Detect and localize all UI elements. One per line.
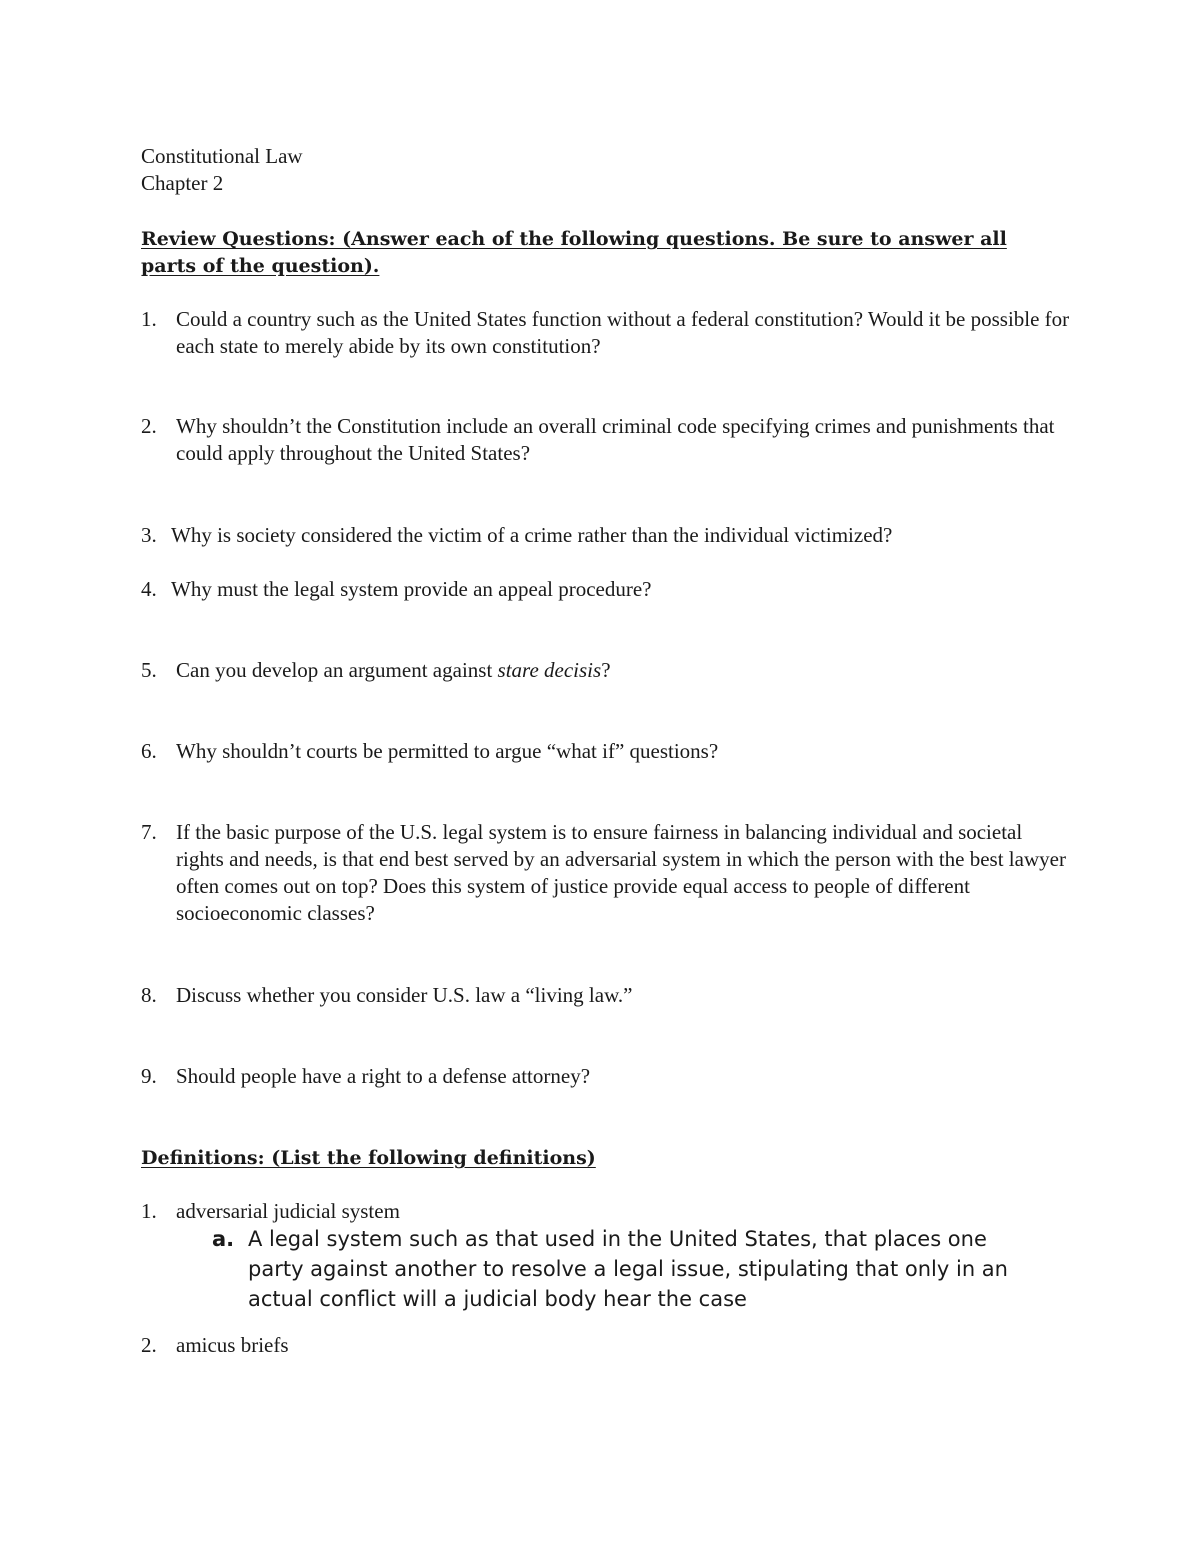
question-number: 8. bbox=[141, 983, 157, 1007]
chapter-label: Chapter 2 bbox=[141, 171, 224, 195]
question-number: 1. bbox=[141, 307, 157, 331]
definition-term: adversarial judicial system bbox=[176, 1199, 400, 1223]
question-number: 5. bbox=[141, 658, 157, 682]
question-number: 4. bbox=[141, 577, 157, 601]
question-text: Why is society considered the victim of a crime rather than the individual victimized? bbox=[171, 523, 893, 547]
question-text: If the basic purpose of the U.S. legal system is to ensure fairness in balancing individual and societal rights and needs, is that end best served by an adversarial system in which the person with the best lawyer often comes out on top? Does this system of justice provide equal access to people of different socioeconomic classes? bbox=[176, 820, 1066, 925]
question-number: 6. bbox=[141, 739, 157, 763]
question-text: Can you develop an argument against stare decisis? bbox=[176, 658, 611, 682]
definition-number: 1. bbox=[141, 1199, 157, 1223]
question-number: 2. bbox=[141, 414, 157, 438]
question-text: Could a country such as the United States function without a federal constitution? Would it be possible for each state to merely abide by its own constitution? bbox=[176, 307, 1070, 358]
review-questions-heading: Review Questions: (Answer each of the following questions. Be sure to answer all parts of the question). bbox=[141, 228, 1007, 277]
definitions-heading: Definitions: (List the following definitions) bbox=[141, 1147, 596, 1169]
question-number: 7. bbox=[141, 820, 157, 844]
course-title: Constitutional Law bbox=[141, 144, 303, 168]
question-number: 3. bbox=[141, 523, 157, 547]
italic-term: stare decisis bbox=[497, 658, 602, 682]
answer-letter: a. bbox=[212, 1227, 235, 1251]
question-text: Why shouldn’t the Constitution include an overall criminal code specifying crimes and punishments that could apply throughout the United States? bbox=[176, 414, 1055, 465]
question-text: Should people have a right to a defense attorney? bbox=[176, 1064, 591, 1088]
question-number: 9. bbox=[141, 1064, 157, 1088]
question-text: Discuss whether you consider U.S. law a “living law.” bbox=[176, 983, 633, 1007]
question-text: Why shouldn’t courts be permitted to argue “what if” questions? bbox=[176, 739, 719, 763]
question-text: Why must the legal system provide an appeal procedure? bbox=[171, 577, 652, 601]
definition-term: amicus briefs bbox=[176, 1333, 289, 1357]
definition-number: 2. bbox=[141, 1333, 157, 1357]
answer-text: A legal system such as that used in the United States, that places one party against another to resolve a legal issue, stipulating that only in an actual conflict will a judicial body hear the case bbox=[248, 1227, 1008, 1311]
